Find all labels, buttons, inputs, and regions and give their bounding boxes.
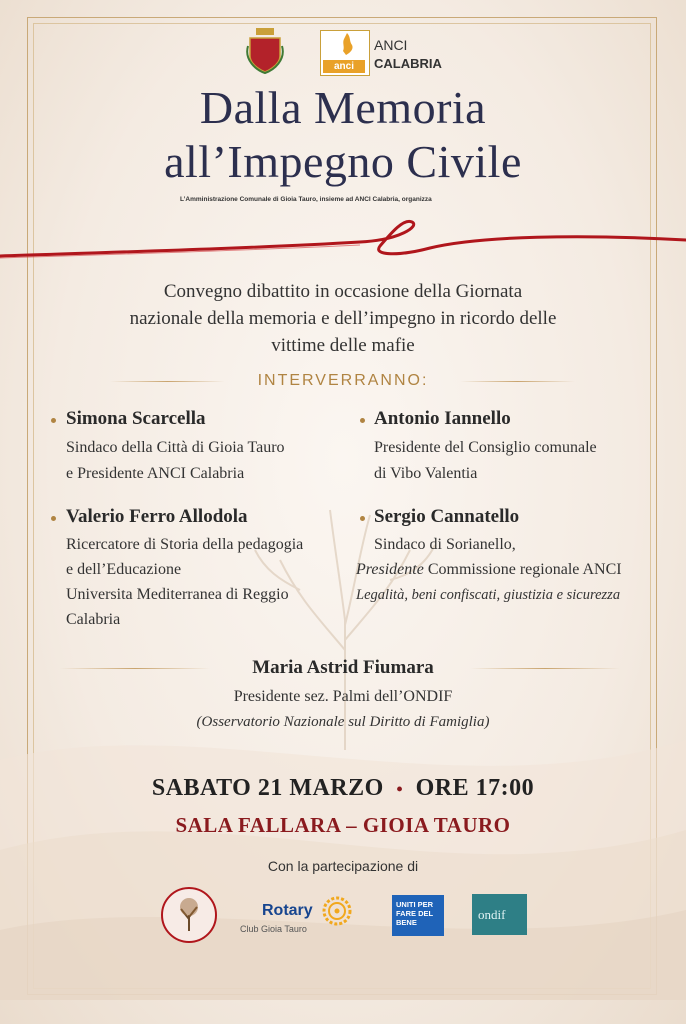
speaker-role-line: Sindaco della Città di Gioia Tauro bbox=[66, 439, 285, 456]
anci-badge: anci bbox=[323, 60, 365, 73]
event-datetime bbox=[0, 775, 686, 802]
uniti-line: UNITI PER bbox=[396, 900, 434, 909]
anci-logo-subtext: CALABRIA bbox=[374, 56, 442, 71]
ondif-logo: ondif bbox=[472, 894, 527, 935]
bullet-dot bbox=[51, 516, 56, 521]
speaker-role-line bbox=[356, 557, 622, 583]
speaker-name: Antonio Iannello bbox=[374, 408, 511, 429]
speaker-role-line: Ricercatore di Storia della pedagogia bbox=[66, 536, 304, 553]
participation-text: Con la partecipazione di bbox=[267, 858, 419, 874]
speaker-name: Simona Scarcella bbox=[66, 408, 206, 429]
heading-rule-right bbox=[460, 381, 575, 382]
red-ribbon bbox=[0, 212, 686, 272]
intro-line-2: nazionale della memoria e dell’impegno in ricordo delle bbox=[129, 308, 557, 329]
intro-line-3: vittime delle mafie bbox=[271, 335, 415, 356]
title-line-2: all’Impegno Civile bbox=[164, 136, 522, 187]
speaker-name: Sergio Cannatello bbox=[374, 506, 520, 527]
partner-circle-logo bbox=[161, 887, 217, 943]
calabria-map-icon bbox=[321, 31, 367, 57]
organizer-text: L’Amministrazione Comunale di Gioia Tauro, insieme ad ANCI Calabria, organizza bbox=[180, 196, 432, 203]
speaker-role-line: Legalità, beni confiscati, giustizia e sicurezza bbox=[356, 587, 621, 603]
rotary-club: Club Gioia Tauro bbox=[240, 924, 307, 934]
tree-icon bbox=[163, 889, 215, 941]
speaker-name: Maria Astrid Fiumara bbox=[252, 657, 434, 678]
role-italic: Presidente bbox=[356, 561, 424, 578]
speaker-role-line: e Presidente ANCI Calabria bbox=[66, 465, 245, 482]
intro-line-1: Convegno dibattito in occasione della Giornata bbox=[163, 281, 523, 302]
rotary-name: Rotary bbox=[262, 902, 313, 919]
speaker-role-line: Calabria bbox=[66, 611, 121, 628]
speaker-rule-right bbox=[470, 668, 620, 669]
uniti-line: BENE bbox=[396, 918, 417, 927]
speaker-role-line: (Osservatorio Nazionale sul Diritto di Famiglia) bbox=[196, 714, 490, 730]
event-time: ORE 17:00 bbox=[415, 775, 535, 801]
speaker-role-line: Presidente sez. Palmi dell’ONDIF bbox=[233, 688, 453, 705]
anci-logo-text: ANCI bbox=[374, 37, 408, 53]
speakers-heading: INTERVERRANNO: bbox=[257, 372, 429, 389]
speaker-role-line: e dell’Educazione bbox=[66, 561, 182, 578]
event-date: SABATO 21 MARZO bbox=[151, 775, 384, 801]
bullet-dot bbox=[360, 516, 365, 521]
speaker-role-line: Universita Mediterranea di Reggio bbox=[66, 586, 289, 603]
uniti-line: FARE DEL bbox=[396, 909, 434, 918]
speaker-role-line: Presidente del Consiglio comunale bbox=[374, 439, 597, 456]
bullet-dot bbox=[51, 418, 56, 423]
anci-logo-box bbox=[320, 30, 370, 76]
title-line-1: Dalla Memoria bbox=[199, 82, 487, 133]
speaker-role-line: Sindaco di Sorianello, bbox=[374, 536, 516, 553]
gioia-tauro-crest bbox=[246, 26, 284, 74]
rotary-wheel-icon bbox=[322, 896, 352, 926]
speaker-role-line: di Vibo Valentia bbox=[374, 465, 478, 482]
speaker-name: Valerio Ferro Allodola bbox=[66, 506, 248, 527]
uniti-per-fare-del-bene-logo bbox=[392, 895, 444, 936]
bullet-dot bbox=[360, 418, 365, 423]
event-separator: • bbox=[396, 779, 404, 799]
role-text: Commissione regionale ANCI bbox=[427, 561, 622, 578]
event-place: SALA FALLARA – GIOIA TAURO bbox=[175, 813, 511, 837]
